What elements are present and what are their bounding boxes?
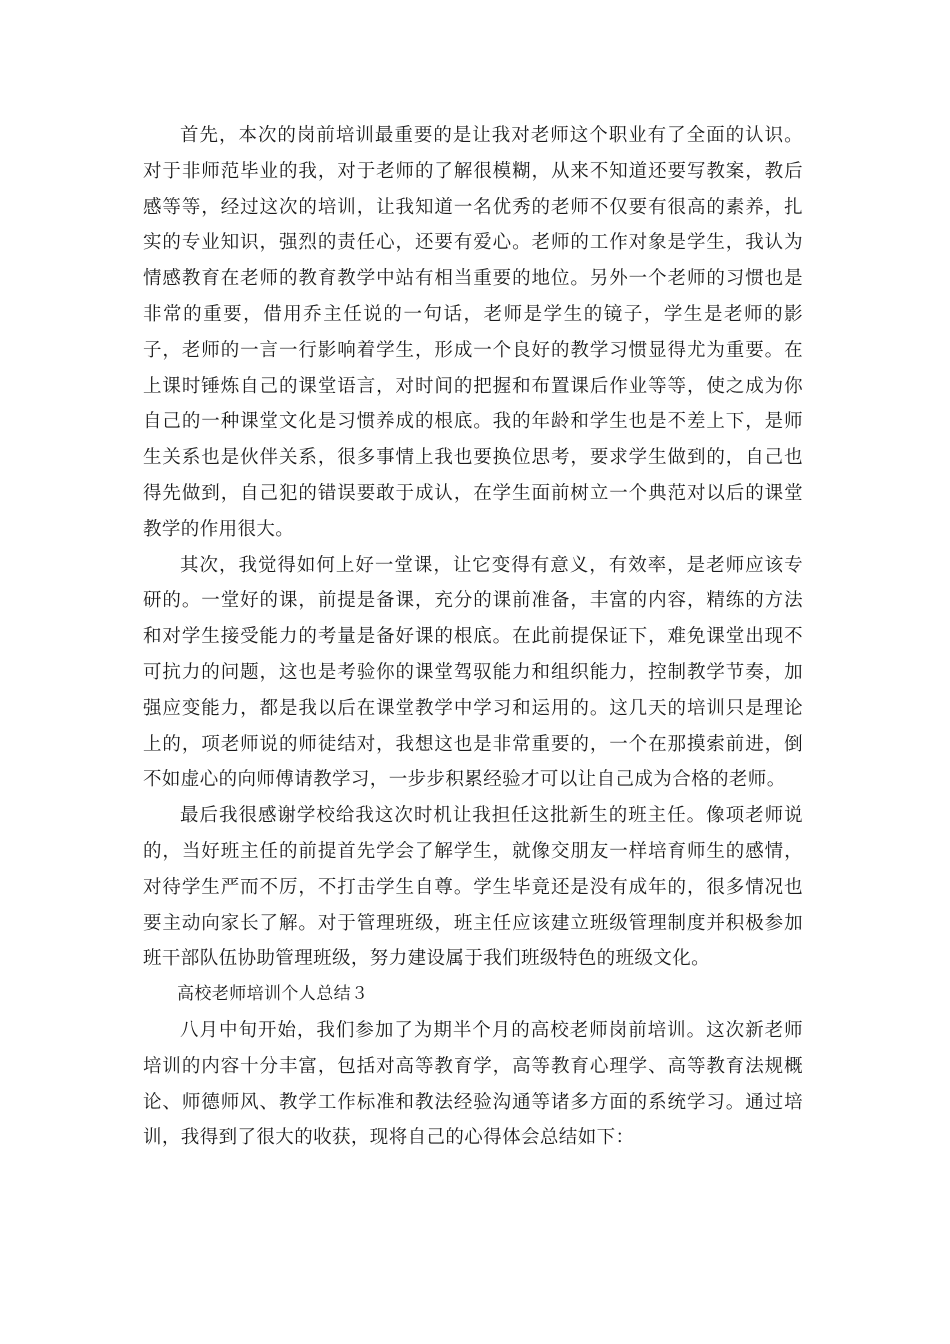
document-body [143,118,803,1156]
paragraph-first: 首先，本次的岗前培训最重要的是让我对老师这个职业有了全面的认识。对于非师范毕业的我，对于老师的了解很模糊，从来不知道还要写教案，教后感等等，经过这次的培训，让我知道一名优秀的老师不仅要有很高的素养，扎实的专业知识，强烈的责任心，还要有爱心。老师的工作对象是学生，我认为情感教育在老师的教育教学中站有相当重要的地位。另外一个老师的习惯也是非常的重要，借用乔主任说的一句话，老师是学生的镜子，学生是老师的影子，老师的一言一行影响着学生，形成一个良好的教学习惯显得尤为重要。在上课时锤炼自己的课堂语言，对时间的把握和布置课后作业等等，使之成为你自己的一种课堂文化是习惯养成的根底。我的年龄和学生也是不差上下，是师生关系也是伙伴关系，很多事情上我也要换位思考，要求学生做到的，自己也得先做到，自己犯的错误要敢于成认，在学生面前树立一个典范对以后的课堂教学的作用很大。 [143,125,803,540]
section-heading: 高校老师培训个人总结３ [177,984,369,1005]
paragraph-second: 其次，我觉得如何上好一堂课，让它变得有意义，有效率，是老师应该专研的。一堂好的课，前提是备课，充分的课前准备，丰富的内容，精练的方法和对学生接受能力的考量是备好课的根底。在此前提保证下，难免课堂出现不可抗力的问题，这也是考验你的课堂驾驭能力和组织能力，控制教学节奏，加强应变能力，都是我以后在课堂教学中学习和运用的。这几天的培训只是理论上的，项老师说的师徒结对，我想这也是非常重要的，一个在那摸索前进，倒不如虚心的向师傅请教学习，一步步积累经验才可以让自己成为合格的老师。 [143,554,803,791]
section-paragraph: 八月中旬开始，我们参加了为期半个月的高校老师岗前培训。这次新老师培训的内容十分丰富，包括对高等教育学，高等教育心理学、高等教育法规概论、师德师风、教学工作标准和教法经验沟通等诸多方面的系统学习。通过培训，我得到了很大的收获，现将自己的心得体会总结如下： [143,1019,803,1149]
paragraph-third: 最后我很感谢学校给我这次时机让我担任这批新生的班主任。像项老师说的，当好班主任的前提首先学会了解学生，就像交朋友一样培育师生的感情，对待学生严而不厉，不打击学生自尊。学生毕竟还是没有成年的，很多情况也要主动向家长了解。对于管理班级，班主任应该建立班级管理制度并积极参加班干部队伍协助管理班级，努力建设属于我们班级特色的班级文化。 [143,805,803,970]
